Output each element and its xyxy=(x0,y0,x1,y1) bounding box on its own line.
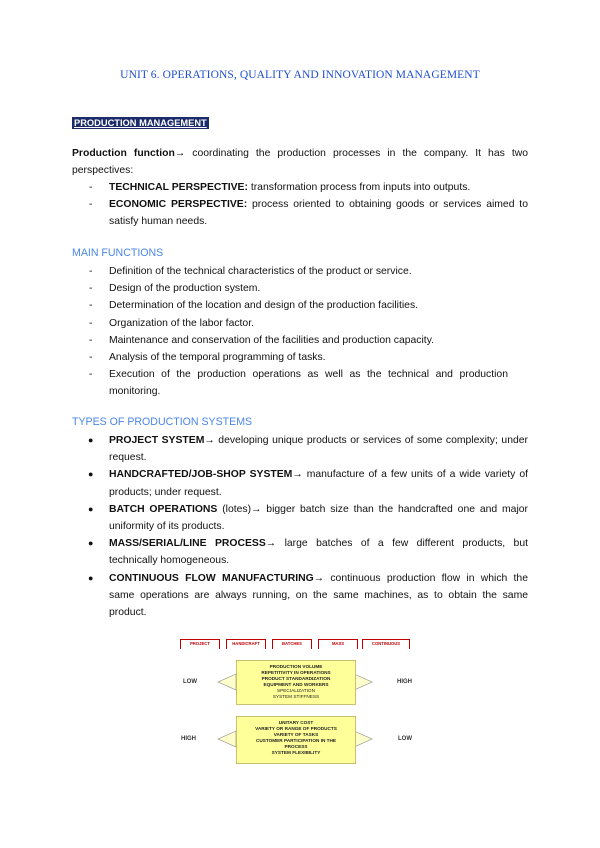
system-label-continuous: CONTINUOUS xyxy=(362,639,410,649)
list-item: ● CONTINUOUS FLOW MANUFACTURING→ continuous production flow in which the same operations are always running, on the same machines, as to obtain the same product. xyxy=(88,572,528,619)
page-title: UNIT 6. OPERATIONS, QUALITY AND INNOVATION MANAGEMENT xyxy=(120,69,480,81)
intro-term: Production function xyxy=(72,148,175,159)
list-item: ● BATCH OPERATIONS (lotes)→ bigger batch size than the handcrafted one and major uniformity of its products. xyxy=(88,503,528,533)
production-systems-list xyxy=(72,432,528,621)
system-label-mass: MASS xyxy=(318,639,358,649)
system-label-handicraft: HANDICRAFT xyxy=(226,639,266,649)
box-production-volume: PRODUCTION VOLUME REPETITIVITY IN OPERATIONS PRODUCT STANDARDIZATION EQUIPMENT AND WORKERS SPECIALIZATION SYSTEM STIFFNESS xyxy=(236,660,356,705)
perspective-label: TECHNICAL PERSPECTIVE: xyxy=(109,182,248,193)
left-arrow-1 xyxy=(218,674,236,690)
box2-right-label: LOW xyxy=(398,736,412,742)
perspective-text: transformation process from inputs into outputs. xyxy=(247,182,471,193)
box-unitary-cost: UNITARY COST VARIETY OR RANGE OF PRODUCTS VARIETY OF TASKS CUSTOMER PARTICIPATION IN THE PROCESS SYSTEM FLEXIBILITY xyxy=(236,716,356,764)
system-label-project: PROJECT xyxy=(180,639,220,649)
perspectives-list xyxy=(72,179,528,231)
main-functions-heading: MAIN FUNCTIONS xyxy=(72,247,164,259)
production-systems-heading: TYPES OF PRODUCTION SYSTEMS xyxy=(72,416,253,428)
list-item: - Maintenance and conservation of the facilities and production capacity. xyxy=(89,334,435,346)
intro-paragraph xyxy=(72,145,528,179)
list-item: - Execution of the production operations as well as the technical and production monitoring. xyxy=(89,369,508,398)
perspective-text: process oriented to obtaining goods or services aimed to satisfy human needs. xyxy=(109,199,528,228)
system-label-batches: BATCHES xyxy=(272,639,312,649)
list-item: ● MASS/SERIAL/LINE PROCESS→ large batches of a few different products, but technically homogeneous. xyxy=(88,538,529,567)
list-item: - Organization of the labor factor. xyxy=(89,317,254,329)
list-item: - Analysis of the temporal programming of tasks. xyxy=(89,352,326,364)
box1-right-label: HIGH xyxy=(397,679,412,685)
list-item: - ECONOMIC PERSPECTIVE: process oriented to obtaining goods or services aimed to satisfy human needs. xyxy=(89,199,528,228)
left-arrow-2 xyxy=(218,731,236,747)
list-item: - Determination of the location and design of the production facilities. xyxy=(89,300,419,312)
box1-left-label: LOW xyxy=(183,679,197,685)
list-item: - Design of the production system. xyxy=(89,283,261,295)
list-item: - Definition of the technical characteristics of the product or service. xyxy=(89,266,412,277)
main-functions-list xyxy=(72,263,528,401)
production-systems-diagram xyxy=(178,636,412,770)
list-item: - TECHNICAL PERSPECTIVE: transformation process from inputs into outputs. xyxy=(89,182,471,193)
section-heading: PRODUCTION MANAGEMENT xyxy=(74,118,207,128)
right-arrow-1 xyxy=(354,674,372,690)
list-item: ● PROJECT SYSTEM→ developing unique products or services of some complexity; under request. xyxy=(88,435,528,464)
list-item: ● HANDCRAFTED/JOB-SHOP SYSTEM→ manufacture of a few units of a wide variety of products; under request. xyxy=(88,469,528,498)
intro-arrow: → xyxy=(174,148,186,159)
intro-text: coordinating the production processes in the company. It has two perspectives: xyxy=(72,148,528,177)
perspective-label: ECONOMIC PERSPECTIVE: xyxy=(109,199,248,211)
box2-left-label: HIGH xyxy=(181,736,196,742)
right-arrow-2 xyxy=(354,731,372,747)
